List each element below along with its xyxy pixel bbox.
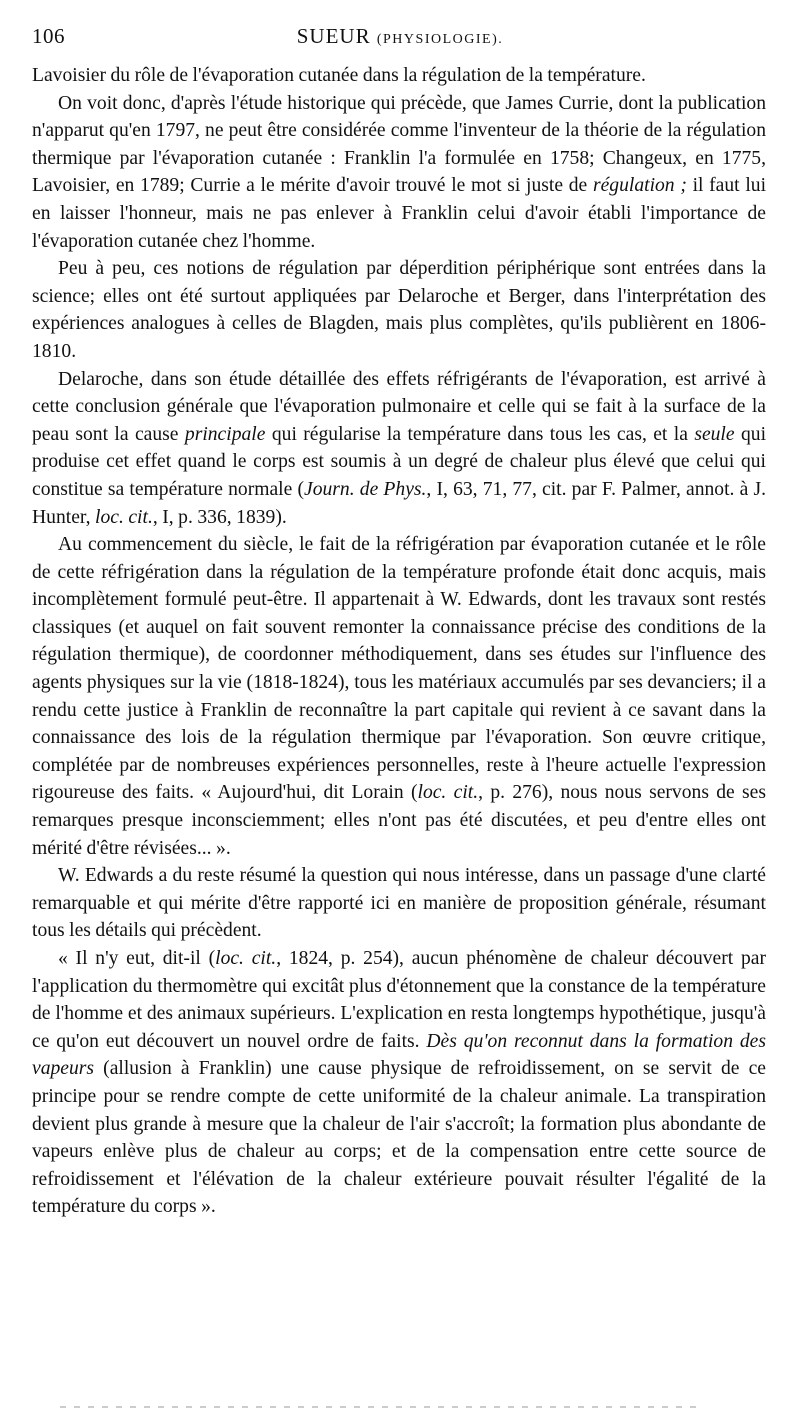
paragraph-text: Lavoisier du rôle de l'évaporation cutanée dans la régulation de la température. xyxy=(32,65,646,86)
quotation-paragraph xyxy=(32,945,766,1221)
paragraph-continued xyxy=(32,62,766,90)
paragraph xyxy=(32,255,766,365)
citation-loc: loc. cit. xyxy=(95,506,153,528)
paragraph-text: il faut lui en laisser l'honneur, mais ne pas enlever à Franklin celui d'avoir établi l'importance de l'évaporation cutanée chez l'homme. xyxy=(32,175,767,252)
paragraph-text: qui produise cet effet quand le corps est soumis à un degré de chaleur plus élevé que celui qui constitue sa température normale ( xyxy=(32,423,767,500)
paragraph-text: « Il n'y eut, dit-il ( xyxy=(58,948,216,969)
paragraph-text: qui régularise la température dans tous les cas, et la xyxy=(271,423,688,445)
paragraph-text: On voit donc, d'après l'étude historique qui précède, que James Currie, dont la publication n'apparut qu'en 1797, ne peut être considérée comme l'inventeur de la théorie de la régulation thermique par l'évaporation cutanée : Franklin l'a formulée en 1758; Changeux, en 1775, Lavoisier, en 1789; Currie a le mérite d'avoir trouvé le mot si juste de xyxy=(32,92,766,197)
paragraph xyxy=(32,862,766,945)
paragraph-text: Au commencement du siècle, le fait de la réfrigération par évaporation cutanée et le rôle de cette réfrigération dans la régulation de la température profonde était donc acquis, mais incomplètement formulé peut-être. Il appartenait à W. Edwards, dont les travaux sont restés classiques (et auquel on fait souvent remonter la connaissance précise des conditions de la régulation thermique), de coordonner méthodiquement, dans ses études sur l'influence des agents physiques sur la vie (1818-1824), tous les matériaux accumulés par ses devanciers; il a rendu cette justice à Franklin de reconnaître la part capitale qui revient à ce savant dans la connaissance des lois de la régulation thermique par l'évaporation. Son œuvre critique, complétée par de nombreuses expériences personnelles, reste à l'heure actuelle l'expression rigoureuse des faits. « Aujourd'hui, dit Lorain ( xyxy=(32,534,766,804)
citation-journal: Journ. de Phys. xyxy=(304,478,427,500)
paragraph-text: , p. 276), nous nous servons de ses remarques presque inconsciemment; elles n'ont pas été discutées, et peu d'entre elles ont mérité d'être révisées... ». xyxy=(32,782,766,859)
page-header xyxy=(32,24,768,52)
paragraph-text: , I, p. 336, 1839). xyxy=(152,506,287,528)
paragraph-text: Peu à peu, ces notions de régulation par déperdition périphérique sont entrées dans la science; elles ont été surtout appliquées par Delaroche et Berger, dans l'interprétation des expériences analogues à celles de Blagden, mais plus complètes, qu'ils publièrent en 1806-1810. xyxy=(32,258,766,362)
emphasis-text: Dès qu'on reconnut dans la formation des vapeurs xyxy=(32,1030,766,1080)
running-head-title: SUEUR xyxy=(296,24,371,48)
paragraph xyxy=(32,531,766,862)
citation-loc: loc. cit. xyxy=(215,948,277,969)
emphasis-text: régulation ; xyxy=(592,175,687,197)
paragraph-text: Delaroche, dans son étude détaillée des effets réfrigérants de l'évaporation, est arrivé à cette conclusion générale que l'évaporation pulmonaire et celle qui se fait à la surface de la peau sont la cause xyxy=(32,368,766,445)
paragraph xyxy=(32,90,766,256)
emphasis-text: principale xyxy=(184,423,266,445)
emphasis-text: seule xyxy=(694,423,735,445)
body-text xyxy=(32,62,766,1221)
page-number: 106 xyxy=(32,24,65,48)
paragraph-text: , I, 63, 71, 77, cit. par F. Palmer, annot. à J. Hunter, xyxy=(32,478,766,528)
paragraph-text: W. Edwards a du reste résumé la question qui nous intéresse, dans un passage d'une clarté remarquable et qui mérite d'être rapporté ici en manière de proposition générale, résumant tous les détails qui précèdent. xyxy=(32,865,766,942)
citation-loc: loc. cit. xyxy=(417,782,479,804)
running-head-subtitle: (PHYSIOLOGIE). xyxy=(376,32,504,47)
footer-scan-artifact xyxy=(60,1406,700,1408)
paragraph-text: , 1824, p. 254), aucun phénomène de chaleur découvert par l'application du thermomètre qui excitât plus d'étonnement que la constance de la température de l'homme et des animaux supérieurs. L'explication en resta longtemps hypothétique, jusqu'à ce qu'on eut découvert un nouvel ordre de faits. xyxy=(32,948,766,1052)
paragraph xyxy=(32,366,766,532)
running-head xyxy=(32,24,768,49)
paragraph-text: (allusion à Franklin) une cause physique de refroidissement, on se servit de ce principe pour se rendre compte de cette uniformité de la chaleur animale. La transpiration devient plus grande à mesure que la chaleur de l'air s'accroît; la formation plus abondante de vapeurs enlève plus de chaleur au corps; et de la compensation entre cette source de refroidissement et l'élévation de la chaleur extérieure pouvait résulter l'égalité de la température du corps ». xyxy=(32,1058,766,1218)
